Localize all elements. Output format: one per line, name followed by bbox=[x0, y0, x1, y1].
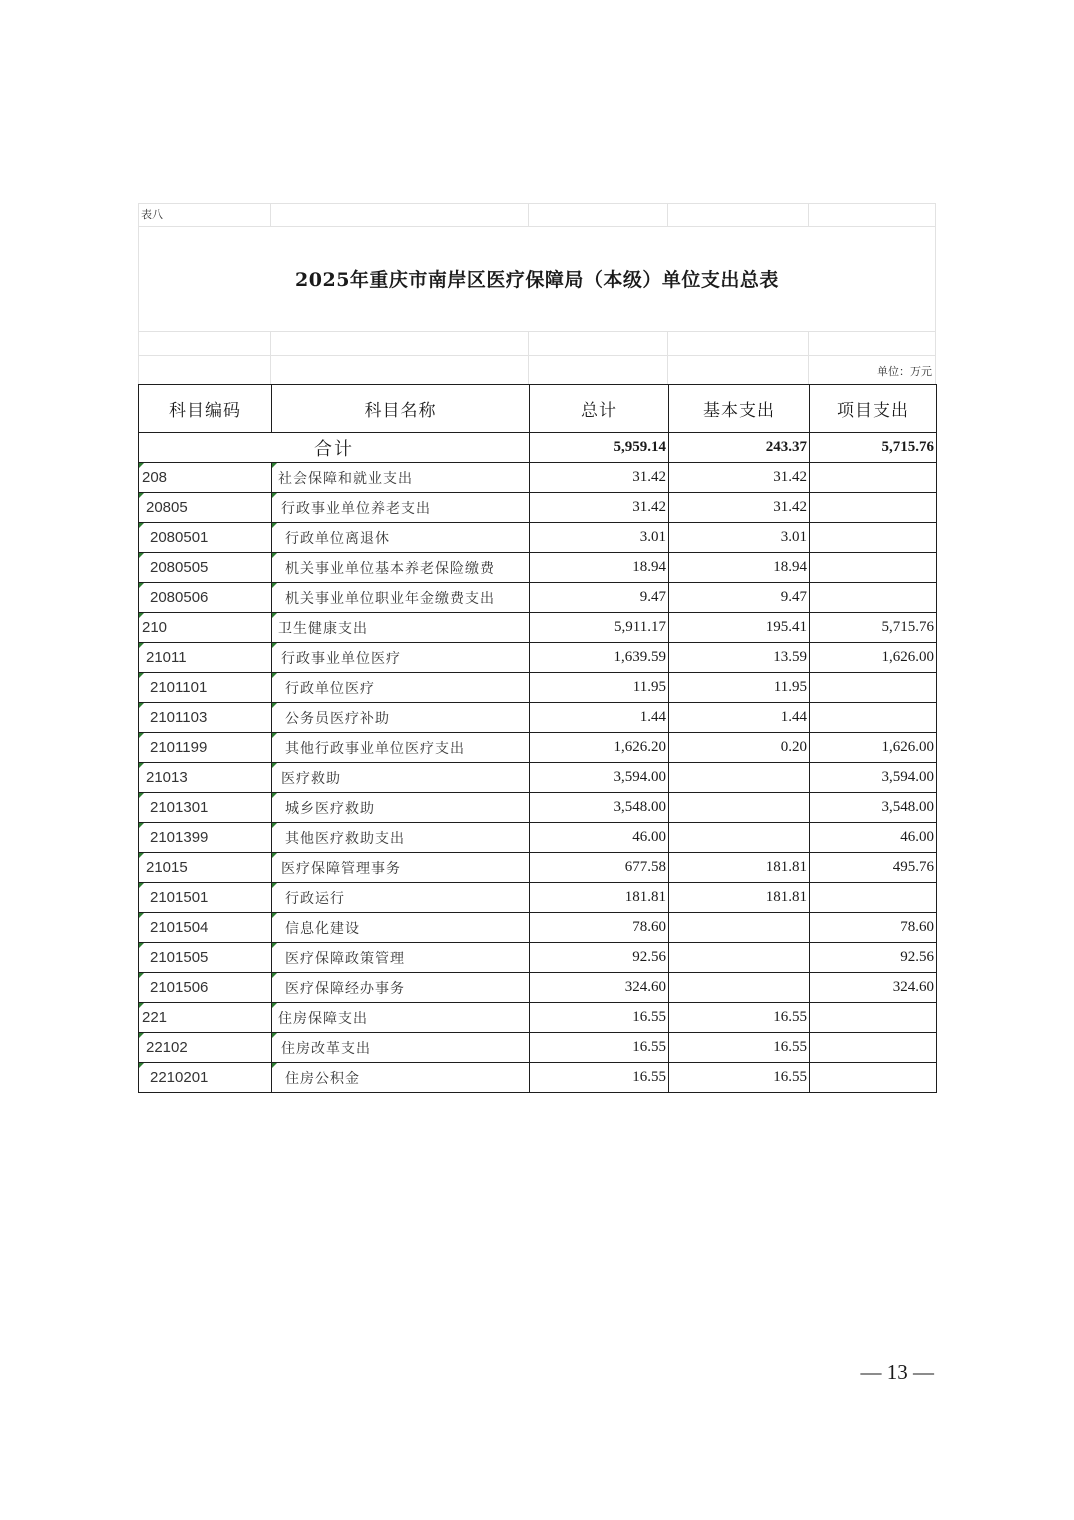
grid-line bbox=[270, 203, 271, 226]
table-label: 表八 bbox=[141, 208, 163, 221]
row-basic: 1.44 bbox=[669, 703, 810, 733]
row-name: 行政运行 bbox=[272, 883, 530, 913]
table-row bbox=[139, 733, 937, 763]
grid-line bbox=[138, 203, 139, 384]
row-name: 行政单位离退休 bbox=[272, 523, 530, 553]
row-basic: 11.95 bbox=[669, 673, 810, 703]
row-basic bbox=[669, 943, 810, 973]
table-row bbox=[139, 973, 937, 1003]
row-total: 3,548.00 bbox=[530, 793, 669, 823]
header-row bbox=[139, 385, 937, 433]
row-code: 2210201 bbox=[139, 1063, 272, 1093]
row-name: 社会保障和就业支出 bbox=[272, 463, 530, 493]
row-name: 医疗保障经办事务 bbox=[272, 973, 530, 1003]
row-project: 1,626.00 bbox=[810, 733, 937, 763]
row-name: 医疗救助 bbox=[272, 763, 530, 793]
row-name: 住房改革支出 bbox=[272, 1033, 530, 1063]
row-code: 2101199 bbox=[139, 733, 272, 763]
row-basic: 18.94 bbox=[669, 553, 810, 583]
row-project: 92.56 bbox=[810, 943, 937, 973]
row-name: 信息化建设 bbox=[272, 913, 530, 943]
row-name: 行政事业单位医疗 bbox=[272, 643, 530, 673]
grid-line bbox=[808, 331, 809, 384]
row-code: 2101103 bbox=[139, 703, 272, 733]
row-basic bbox=[669, 913, 810, 943]
row-total: 1,626.20 bbox=[530, 733, 669, 763]
row-name: 医疗保障政策管理 bbox=[272, 943, 530, 973]
row-project bbox=[810, 523, 937, 553]
budget-sheet bbox=[138, 203, 936, 1093]
row-project bbox=[810, 1063, 937, 1093]
page-number: — 13 — bbox=[860, 1360, 934, 1384]
row-total: 677.58 bbox=[530, 853, 669, 883]
grid-line bbox=[138, 331, 936, 332]
row-code: 2101101 bbox=[139, 673, 272, 703]
row-basic: 181.81 bbox=[669, 853, 810, 883]
grid-line bbox=[808, 203, 809, 226]
row-total: 3,594.00 bbox=[530, 763, 669, 793]
row-basic: 31.42 bbox=[669, 493, 810, 523]
table-row bbox=[139, 643, 937, 673]
row-code: 2101504 bbox=[139, 913, 272, 943]
row-basic: 181.81 bbox=[669, 883, 810, 913]
row-total: 1,639.59 bbox=[530, 643, 669, 673]
row-basic bbox=[669, 973, 810, 1003]
row-project bbox=[810, 583, 937, 613]
row-total: 181.81 bbox=[530, 883, 669, 913]
row-code: 2080501 bbox=[139, 523, 272, 553]
table-row bbox=[139, 1003, 937, 1033]
grid-line bbox=[138, 203, 936, 204]
table-row bbox=[139, 793, 937, 823]
total-row bbox=[139, 433, 937, 463]
grid-line bbox=[528, 203, 529, 226]
row-project: 3,594.00 bbox=[810, 763, 937, 793]
row-project bbox=[810, 463, 937, 493]
row-project: 78.60 bbox=[810, 913, 937, 943]
row-project bbox=[810, 703, 937, 733]
row-total: 11.95 bbox=[530, 673, 669, 703]
row-total: 1.44 bbox=[530, 703, 669, 733]
row-project bbox=[810, 1033, 937, 1063]
row-project bbox=[810, 553, 937, 583]
row-basic: 195.41 bbox=[669, 613, 810, 643]
grid-line bbox=[667, 331, 668, 384]
row-total: 92.56 bbox=[530, 943, 669, 973]
row-name: 行政单位医疗 bbox=[272, 673, 530, 703]
row-basic: 16.55 bbox=[669, 1033, 810, 1063]
row-project: 3,548.00 bbox=[810, 793, 937, 823]
row-code: 21013 bbox=[139, 763, 272, 793]
grid-line bbox=[138, 226, 936, 227]
table-row bbox=[139, 673, 937, 703]
grid-line bbox=[935, 203, 936, 384]
total-label: 合计 bbox=[139, 433, 530, 463]
row-basic: 31.42 bbox=[669, 463, 810, 493]
table-row bbox=[139, 613, 937, 643]
row-code: 208 bbox=[139, 463, 272, 493]
row-total: 31.42 bbox=[530, 493, 669, 523]
row-name: 机关事业单位基本养老保险缴费 bbox=[272, 553, 530, 583]
sheet-header-area bbox=[138, 203, 936, 384]
row-code: 2101505 bbox=[139, 943, 272, 973]
table-row bbox=[139, 853, 937, 883]
table-row bbox=[139, 583, 937, 613]
row-project: 324.60 bbox=[810, 973, 937, 1003]
header-total: 总计 bbox=[530, 385, 669, 433]
row-project: 5,715.76 bbox=[810, 613, 937, 643]
row-code: 210 bbox=[139, 613, 272, 643]
table-row bbox=[139, 883, 937, 913]
table-row bbox=[139, 493, 937, 523]
total-total: 5,959.14 bbox=[530, 433, 669, 463]
row-name: 机关事业单位职业年金缴费支出 bbox=[272, 583, 530, 613]
row-basic: 0.20 bbox=[669, 733, 810, 763]
table-row bbox=[139, 823, 937, 853]
row-code: 2101301 bbox=[139, 793, 272, 823]
row-basic bbox=[669, 793, 810, 823]
row-code: 2101399 bbox=[139, 823, 272, 853]
row-name: 其他医疗救助支出 bbox=[272, 823, 530, 853]
table-row bbox=[139, 913, 937, 943]
row-total: 78.60 bbox=[530, 913, 669, 943]
row-project: 495.76 bbox=[810, 853, 937, 883]
row-code: 2080506 bbox=[139, 583, 272, 613]
row-project: 1,626.00 bbox=[810, 643, 937, 673]
row-total: 46.00 bbox=[530, 823, 669, 853]
unit-label: 单位：万元 bbox=[877, 365, 932, 378]
row-basic bbox=[669, 823, 810, 853]
row-name: 医疗保障管理事务 bbox=[272, 853, 530, 883]
header-name: 科目名称 bbox=[272, 385, 530, 433]
row-code: 20805 bbox=[139, 493, 272, 523]
table-row bbox=[139, 703, 937, 733]
row-code: 221 bbox=[139, 1003, 272, 1033]
table-row bbox=[139, 523, 937, 553]
table-row bbox=[139, 1033, 937, 1063]
page-title: 2025年重庆市南岸区医疗保障局（本级）单位支出总表 bbox=[295, 269, 779, 291]
row-basic: 13.59 bbox=[669, 643, 810, 673]
row-name: 住房保障支出 bbox=[272, 1003, 530, 1033]
row-basic bbox=[669, 763, 810, 793]
total-project: 5,715.76 bbox=[810, 433, 937, 463]
row-project bbox=[810, 883, 937, 913]
row-total: 3.01 bbox=[530, 523, 669, 553]
row-name: 行政事业单位养老支出 bbox=[272, 493, 530, 523]
grid-line bbox=[138, 355, 936, 356]
row-name: 其他行政事业单位医疗支出 bbox=[272, 733, 530, 763]
row-total: 324.60 bbox=[530, 973, 669, 1003]
grid-line bbox=[270, 331, 271, 384]
header-basic: 基本支出 bbox=[669, 385, 810, 433]
row-code: 2101506 bbox=[139, 973, 272, 1003]
header-code: 科目编码 bbox=[139, 385, 272, 433]
row-total: 16.55 bbox=[530, 1063, 669, 1093]
row-basic: 16.55 bbox=[669, 1003, 810, 1033]
grid-line bbox=[528, 331, 529, 384]
expenditure-table bbox=[138, 384, 937, 1093]
row-basic: 3.01 bbox=[669, 523, 810, 553]
total-basic: 243.37 bbox=[669, 433, 810, 463]
table-row bbox=[139, 553, 937, 583]
table-row bbox=[139, 763, 937, 793]
row-total: 31.42 bbox=[530, 463, 669, 493]
row-name: 城乡医疗救助 bbox=[272, 793, 530, 823]
row-code: 22102 bbox=[139, 1033, 272, 1063]
row-code: 2080505 bbox=[139, 553, 272, 583]
row-name: 公务员医疗补助 bbox=[272, 703, 530, 733]
row-project bbox=[810, 673, 937, 703]
row-project: 46.00 bbox=[810, 823, 937, 853]
grid-line bbox=[667, 203, 668, 226]
row-basic: 9.47 bbox=[669, 583, 810, 613]
table-row bbox=[139, 1063, 937, 1093]
row-project bbox=[810, 1003, 937, 1033]
row-total: 16.55 bbox=[530, 1033, 669, 1063]
row-name: 住房公积金 bbox=[272, 1063, 530, 1093]
table-row bbox=[139, 943, 937, 973]
row-basic: 16.55 bbox=[669, 1063, 810, 1093]
row-total: 16.55 bbox=[530, 1003, 669, 1033]
row-total: 5,911.17 bbox=[530, 613, 669, 643]
row-code: 21015 bbox=[139, 853, 272, 883]
table-row bbox=[139, 463, 937, 493]
row-total: 9.47 bbox=[530, 583, 669, 613]
row-total: 18.94 bbox=[530, 553, 669, 583]
row-name: 卫生健康支出 bbox=[272, 613, 530, 643]
row-code: 21011 bbox=[139, 643, 272, 673]
row-project bbox=[810, 493, 937, 523]
row-code: 2101501 bbox=[139, 883, 272, 913]
header-project: 项目支出 bbox=[810, 385, 937, 433]
